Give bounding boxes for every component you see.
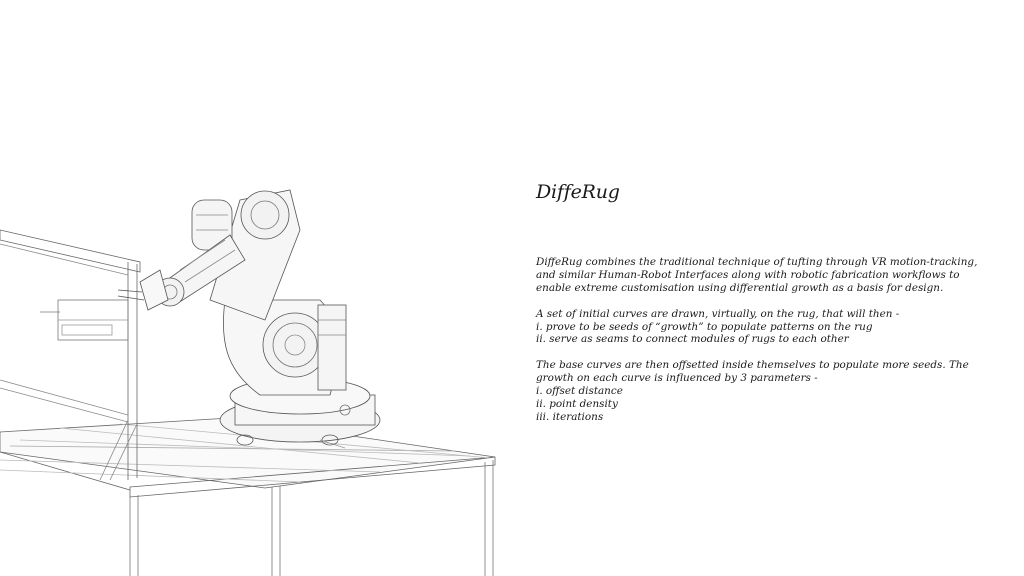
page-title: DiffeRug xyxy=(536,181,620,203)
description-line: A set of initial curves are drawn, virtually, on the rug, that will then - xyxy=(536,307,900,320)
description-body xyxy=(536,256,986,437)
description-line: The base curves are then offsetted inside themselves to populate more seeds. The xyxy=(536,359,969,372)
description-paragraph xyxy=(536,359,986,424)
description-line: and similar Human-Robot Interfaces along with robotic fabrication workflows to xyxy=(536,268,960,281)
description-line: ii. serve as seams to connect modules of rugs to each other xyxy=(536,333,849,346)
description-line: i. prove to be seeds of “growth” to populate patterns on the rug xyxy=(536,320,873,333)
description-line: iii. iterations xyxy=(536,410,604,423)
description-line: DiffeRug combines the traditional technique of tufting through VR motion-tracking, xyxy=(536,256,978,268)
description-line: enable extreme customisation using differential growth as a basis for design. xyxy=(536,281,944,294)
description-paragraph xyxy=(536,256,986,295)
frame-rail xyxy=(0,230,140,272)
description-line: growth on each curve is influenced by 3 parameters - xyxy=(536,372,818,385)
description-line: i. offset distance xyxy=(536,385,623,398)
description-line: ii. point density xyxy=(536,397,618,410)
description-paragraph xyxy=(536,308,986,347)
